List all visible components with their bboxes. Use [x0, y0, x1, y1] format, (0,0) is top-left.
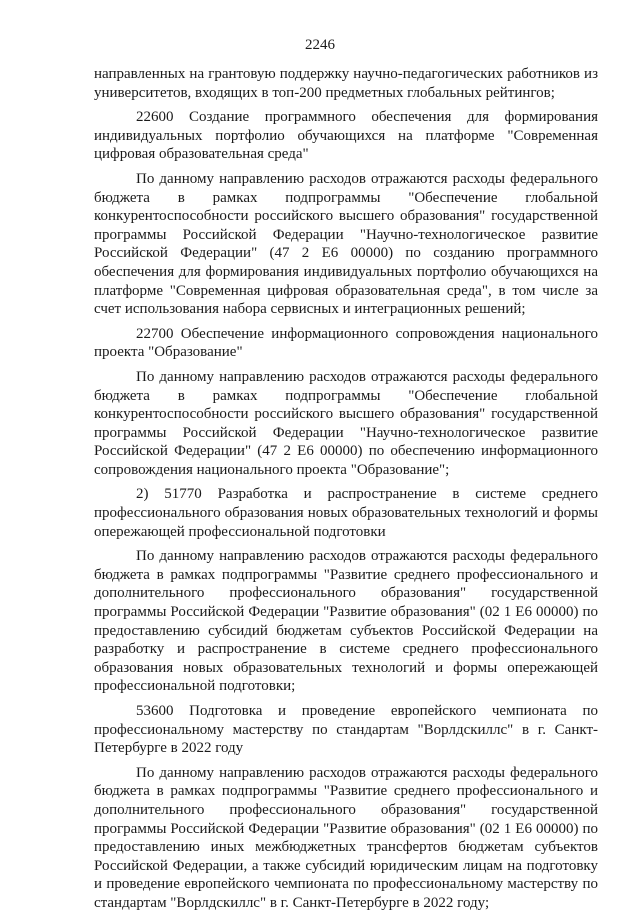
paragraph-description-22600: По данному направлению расходов отражаются расходы федерального бюджета в рамках подпрограммы "Обеспечение глобальной конкурентоспособности российского высшего образования" государственной программы Российской Федерации "Научно-технологическое развитие Российской Федерации" (47 2 Е6 00000) по созданию программного обеспечения для формирования индивидуальных портфолио обучающихся на платформе "Современная цифровая образовательная среда", в том числе за счет использования набора сервисных и интеграционных решений; [94, 170, 598, 318]
paragraph-description-51770: По данному направлению расходов отражаются расходы федерального бюджета в рамках подпрограммы "Развитие среднего профессионального и дополнительного профессионального образования" государственной программы Российской Федерации "Развитие образования" (02 1 Е6 00000) по предоставлению субсидий бюджетам субъектов Российской Федерации на разработку и распространение в системе среднего профессионального образования новых образовательных технологий и формы опережающей профессиональной подготовки; [94, 548, 598, 695]
paragraph-heading-51770: 2) 51770 Разработка и распространение в системе среднего профессионального образования новых образовательных технологий и формы опережающей профессиональной подготовки [94, 486, 598, 540]
page-number: 2246 [305, 37, 335, 53]
paragraph-continuation: направленных на грантовую поддержку научно-педагогических работников из университетов, входящих в топ-200 предметных глобальных рейтингов; [94, 66, 598, 101]
paragraph-description-53600: По данному направлению расходов отражаются расходы федерального бюджета в рамках подпрограммы "Развитие среднего профессионального и дополнительного профессионального образования" государственной программы Российской Федерации "Развитие образования" (02 1 Е6 00000) по предоставлению иных межбюджетных трансфертов бюджетам субъектов Российской Федерации, а также субсидий юридическим лицам на подготовку и проведение европейского чемпионата по профессиональному мастерству по стандартам "Ворлдскиллс" в г. Санкт-Петербурге в 2022 году; [94, 764, 598, 911]
paragraph-heading-22600: 22600 Создание программного обеспечения для формирования индивидуальных портфолио обучающихся на платформе "Современная цифровая образовательная среда" [94, 109, 598, 163]
paragraph-heading-53600: 53600 Подготовка и проведение европейского чемпионата по профессиональному мастерству по стандартам "Ворлдскиллс" в г. Санкт-Петербурге в 2022 году [94, 703, 598, 757]
paragraph-heading-22700: 22700 Обеспечение информационного сопровождения национального проекта "Образование" [94, 325, 598, 361]
paragraph-description-22700: По данному направлению расходов отражаются расходы федерального бюджета в рамках подпрограммы "Обеспечение глобальной конкурентоспособности российского высшего образования" государственной программы Российской Федерации "Научно-технологическое развитие Российской Федерации" (47 2 Е6 00000) по обеспечению информационного сопровождения национального проекта "Образование"; [94, 368, 598, 478]
document-body [94, 65, 598, 913]
